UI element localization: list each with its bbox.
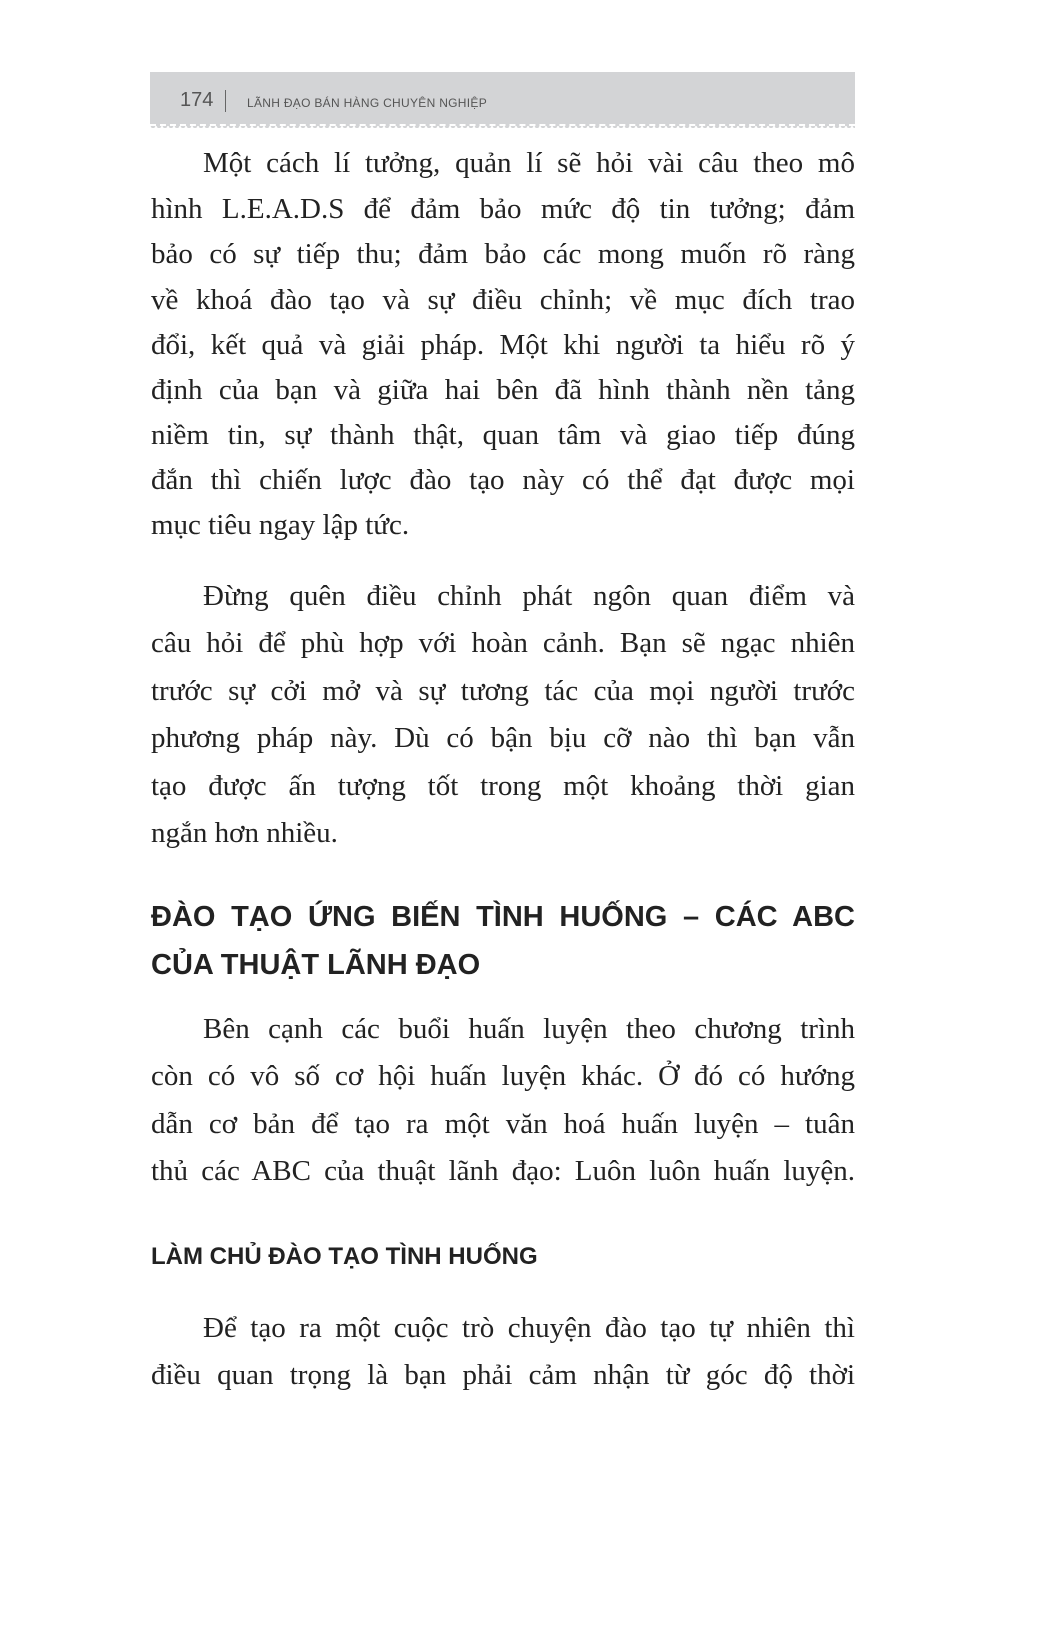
header-divider [225,90,226,112]
text-line: điều quan trọng là bạn phải cảm nhận từ góc độ thời [151,1359,855,1391]
text-line: câu hỏi để phù hợp với hoàn cảnh. Bạn sẽ ngạc nhiên [151,627,855,659]
running-header [150,72,855,126]
text-line: bảo có sự tiếp thu; đảm bảo các mong muốn rõ ràng [151,238,855,270]
text-line: tạo được ấn tượng tốt trong một khoảng thời gian [151,770,855,802]
text-line: trước sự cởi mở và sự tương tác của mọi người trước [151,675,855,707]
text-line: về khoá đào tạo và sự điều chỉnh; về mục đích trao [151,284,855,316]
text-line: đổi, kết quả và giải pháp. Một khi người ta hiểu rõ ý [151,329,855,361]
text-line: niềm tin, sự thành thật, quan tâm và giao tiếp đúng [151,419,855,451]
book-title: LÃNH ĐẠO BÁN HÀNG CHUYÊN NGHIỆP [247,96,488,110]
heading-line: ĐÀO TẠO ỨNG BIẾN TÌNH HUỐNG – CÁC ABC [151,901,855,933]
text-line: ngắn hơn nhiều. [151,817,338,849]
page-number: 174 [180,89,214,111]
text-line: định của bạn và giữa hai bên đã hình thành nền tảng [151,374,855,406]
heading-line: CỦA THUẬT LÃNH ĐẠO [151,949,481,981]
text-line: còn có vô số cơ hội huấn luyện khác. Ở đó có hướng [151,1060,855,1092]
text-line: Để tạo ra một cuộc trò chuyện đào tạo tự nhiên thì [203,1312,855,1344]
text-line: phương pháp này. Dù có bận bịu cỡ nào thì bạn vẫn [151,722,855,754]
text-line: hình L.E.A.D.S để đảm bảo mức độ tin tưởng; đảm [151,193,855,225]
text-line: dẫn cơ bản để tạo ra một văn hoá huấn luyện – tuân [151,1108,855,1140]
text-line: Một cách lí tưởng, quản lí sẽ hỏi vài câu theo mô [203,147,855,179]
text-line: Bên cạnh các buổi huấn luyện theo chương trình [203,1013,855,1045]
text-line: mục tiêu ngay lập tức. [151,509,410,541]
text-line: Đừng quên điều chỉnh phát ngôn quan điểm và [203,580,855,612]
subsection-heading: LÀM CHỦ ĐÀO TẠO TÌNH HUỐNG [151,1243,538,1270]
text-line: thủ các ABC của thuật lãnh đạo: Luôn luôn huấn luyện. [151,1155,855,1187]
text-line: đắn thì chiến lược đào tạo này có thể đạt được mọi [151,464,855,496]
